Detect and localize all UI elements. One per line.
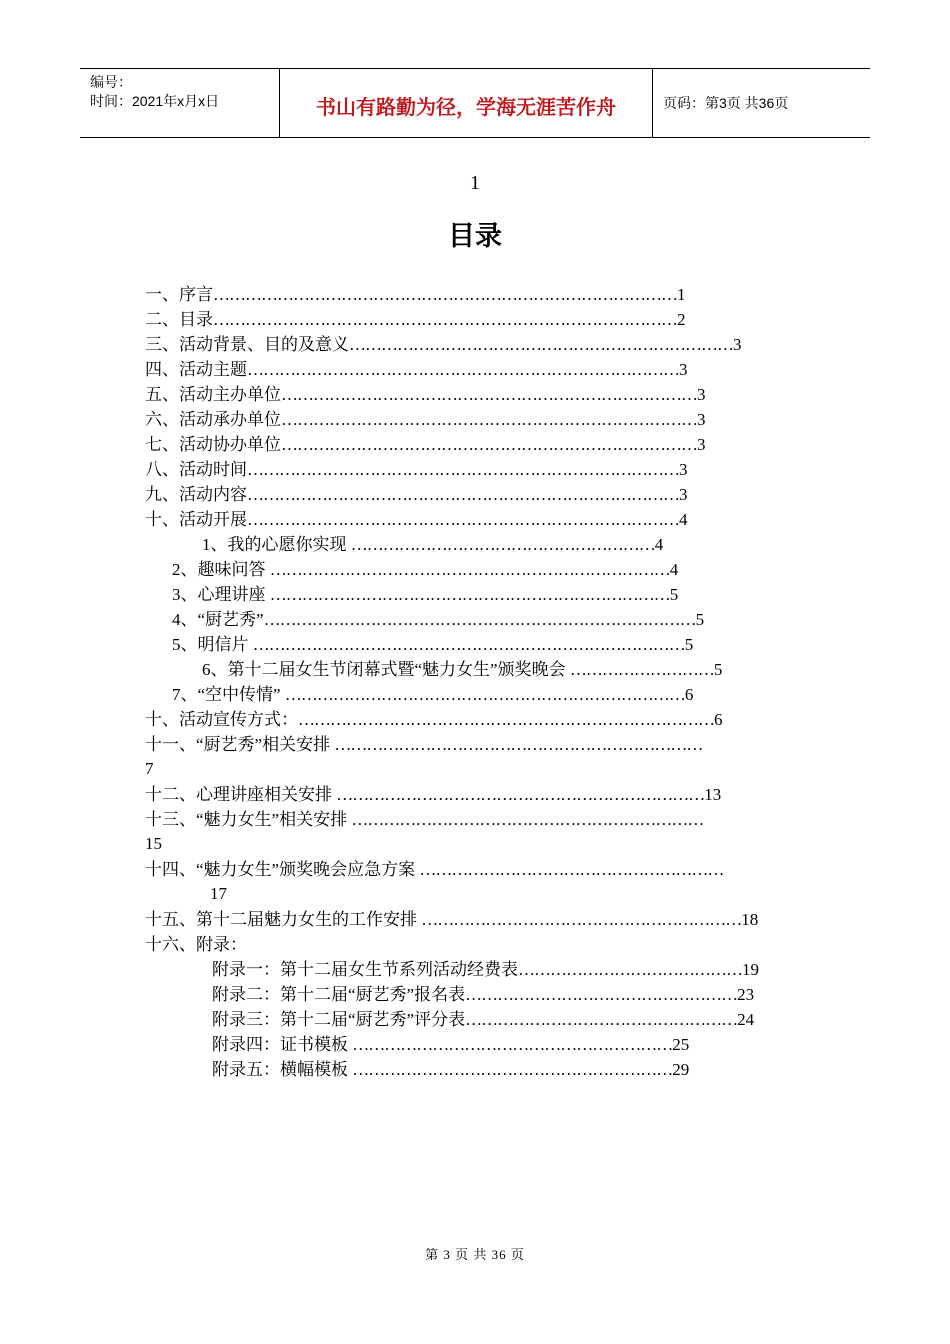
toc-entry-text: 十二、心理讲座相关安排: [145, 785, 337, 804]
toc-entry: 1、我的心愿你实现 …………………………………………………4: [202, 535, 664, 554]
toc-entry-text: 三、活动背景、目的及意义: [145, 335, 349, 354]
toc-entry: 7、“空中传情” …………………………………………………………………6: [172, 685, 694, 704]
toc-entry: 十、活动宣传方式：……………………………………………………………………6: [145, 710, 723, 729]
toc-entry: 十三、“魅力女生”相关安排 ………………………………………………………… 15: [145, 810, 704, 853]
toc-entry-text: 十、活动开展: [145, 510, 247, 529]
toc-entry-text: 附录二：第十二届“厨艺秀”报名表: [212, 985, 466, 1004]
toc-entry-page: 4: [654, 535, 664, 554]
toc-entry-text: 十四、“魅力女生”颁奖晚会应急方案: [145, 860, 420, 879]
toc-entry-page: 6: [714, 710, 723, 729]
toc-entry-page: 24: [737, 1010, 755, 1029]
toc-title: 目录: [448, 221, 502, 252]
toc-entry-page: 7: [145, 759, 154, 778]
toc-entry: 附录三：第十二届“厨艺秀”评分表……………………………………………24: [212, 1010, 755, 1029]
toc-entry-page: 5: [695, 610, 705, 629]
toc-entry-text: 十五、第十二届魅力女生的工作安排: [145, 910, 422, 929]
toc-entry-text: 附录五：横幅模板: [212, 1060, 353, 1079]
header-page-info: 页码：第3页 共36页: [663, 95, 789, 111]
toc-entry-page: 3: [679, 360, 688, 379]
toc-entry: 六、活动承办单位……………………………………………………………………3: [145, 410, 706, 429]
toc-entry-text: 4、“厨艺秀”: [172, 610, 264, 629]
toc-entry: 6、第十二届女生节闭幕式暨“魅力女生”颁奖晚会 ………………………5: [202, 660, 723, 679]
toc-entry: 八、活动时间………………………………………………………………………3: [145, 460, 688, 479]
toc-entry-text: 二、目录: [145, 310, 213, 329]
toc-entry: 十五、第十二届魅力女生的工作安排 ……………………………………………………18: [145, 910, 759, 929]
page-header: [80, 68, 870, 138]
toc-entry-page: 3: [697, 435, 706, 454]
toc-entry-text: 附录四：证书模板: [212, 1035, 353, 1054]
toc-entry: 四、活动主题………………………………………………………………………3: [145, 360, 688, 379]
toc-entry-page: 5: [669, 585, 679, 604]
toc-entry: 三、活动背景、目的及意义………………………………………………………………3: [145, 335, 742, 354]
toc-entry: 附录一：第十二届女生节系列活动经费表……………………………………19: [212, 960, 759, 979]
toc-entry-text: 四、活动主题: [145, 360, 247, 379]
toc-entry-page: 5: [713, 660, 723, 679]
toc-entry-text: 九、活动内容: [145, 485, 247, 504]
toc-entry-page: 19: [742, 960, 759, 979]
toc-entry-page: 3: [697, 410, 706, 429]
header-motto: 书山有路勤为径，学海无涯苦作舟: [280, 69, 653, 137]
toc-entry-page: 4: [669, 560, 679, 579]
toc-entry: 十二、心理讲座相关安排 ……………………………………………………………13: [145, 785, 722, 804]
toc-entry-text: 八、活动时间: [145, 460, 247, 479]
toc-entry: 十一、“厨艺秀”相关安排 …………………………………………………………… 7: [145, 735, 703, 778]
toc-entry-page: 1: [677, 285, 686, 304]
toc-entry-page: 18: [741, 910, 759, 929]
toc-entry: 附录四：证书模板 ……………………………………………………25: [212, 1035, 690, 1054]
toc-entry-text: 5、明信片: [172, 635, 253, 654]
toc-entry: 七、活动协办单位……………………………………………………………………3: [145, 435, 706, 454]
toc-entry-text: 十一、“厨艺秀”相关安排: [145, 735, 335, 754]
toc-entry: 二、目录……………………………………………………………………………2: [145, 310, 686, 329]
toc-entry-text: 六、活动承办单位: [145, 410, 281, 429]
toc-entry-text: 十三、“魅力女生”相关安排: [145, 810, 352, 829]
toc-entry-text: 一、序言: [145, 285, 213, 304]
toc-entry-page: 5: [684, 635, 694, 654]
toc-entry-page: 2: [677, 310, 686, 329]
toc-entry-page: 13: [704, 785, 722, 804]
toc-entry-page: 4: [679, 510, 688, 529]
toc-entry: 十、活动开展………………………………………………………………………4: [145, 510, 688, 529]
toc-entry: 五、活动主办单位……………………………………………………………………3: [145, 385, 706, 404]
toc-entry-text: 十六、附录：: [145, 935, 247, 954]
toc-entry-text: 6、第十二届女生节闭幕式暨“魅力女生”颁奖晚会: [202, 660, 570, 679]
document-number-label: 编号：: [90, 74, 132, 90]
toc-entry-text: 附录一：第十二届女生节系列活动经费表: [212, 960, 518, 979]
toc-entry: 附录二：第十二届“厨艺秀”报名表……………………………………………23: [212, 985, 755, 1004]
document-date: 时间：2021年x月x日: [90, 93, 220, 109]
toc-entry-page: 3: [679, 485, 688, 504]
toc-entry: [145, 933, 247, 957]
toc-entry-page: 15: [145, 834, 162, 853]
toc-entry: 4、“厨艺秀”………………………………………………………………………5: [172, 610, 705, 629]
toc-entry: 一、序言……………………………………………………………………………1: [145, 285, 686, 304]
toc-entry-page: 23: [737, 985, 755, 1004]
toc-entry-page: 29: [672, 1060, 690, 1079]
toc-entry-page: 17: [210, 884, 227, 903]
toc-entry-text: 2、趣味问答: [172, 560, 270, 579]
toc-entry: 九、活动内容………………………………………………………………………3: [145, 485, 688, 504]
toc-entry-text: 五、活动主办单位: [145, 385, 281, 404]
toc-entry-text: 附录三：第十二届“厨艺秀”评分表: [212, 1010, 466, 1029]
toc-entry: 5、明信片 ………………………………………………………………………5: [172, 635, 694, 654]
toc-entry: 十四、“魅力女生”颁奖晚会应急方案 ………………………………………………… 17: [145, 860, 724, 903]
toc-entry-text: 7、“空中传情”: [172, 685, 285, 704]
toc-entry-page: 3: [733, 335, 742, 354]
toc-entry-page: 3: [697, 385, 706, 404]
header-meta: [80, 69, 280, 137]
toc-entry-page: 3: [679, 460, 688, 479]
toc-entry-text: 七、活动协办单位: [145, 435, 281, 454]
toc-entry-page: 6: [684, 685, 694, 704]
toc-entry-page: 25: [672, 1035, 690, 1054]
toc-entry-text: 1、我的心愿你实现: [202, 535, 351, 554]
page-number-top: 1: [470, 172, 480, 194]
toc-entry-text: 3、心理讲座: [172, 585, 270, 604]
toc-entry: 附录五：横幅模板 ……………………………………………………29: [212, 1060, 690, 1079]
page-footer: 第 3 页 共 36 页: [425, 1247, 525, 1262]
toc-entry: 2、趣味问答 …………………………………………………………………4: [172, 560, 679, 579]
toc-entry-text: 十、活动宣传方式：: [145, 710, 298, 729]
toc-entry: 3、心理讲座 …………………………………………………………………5: [172, 585, 679, 604]
